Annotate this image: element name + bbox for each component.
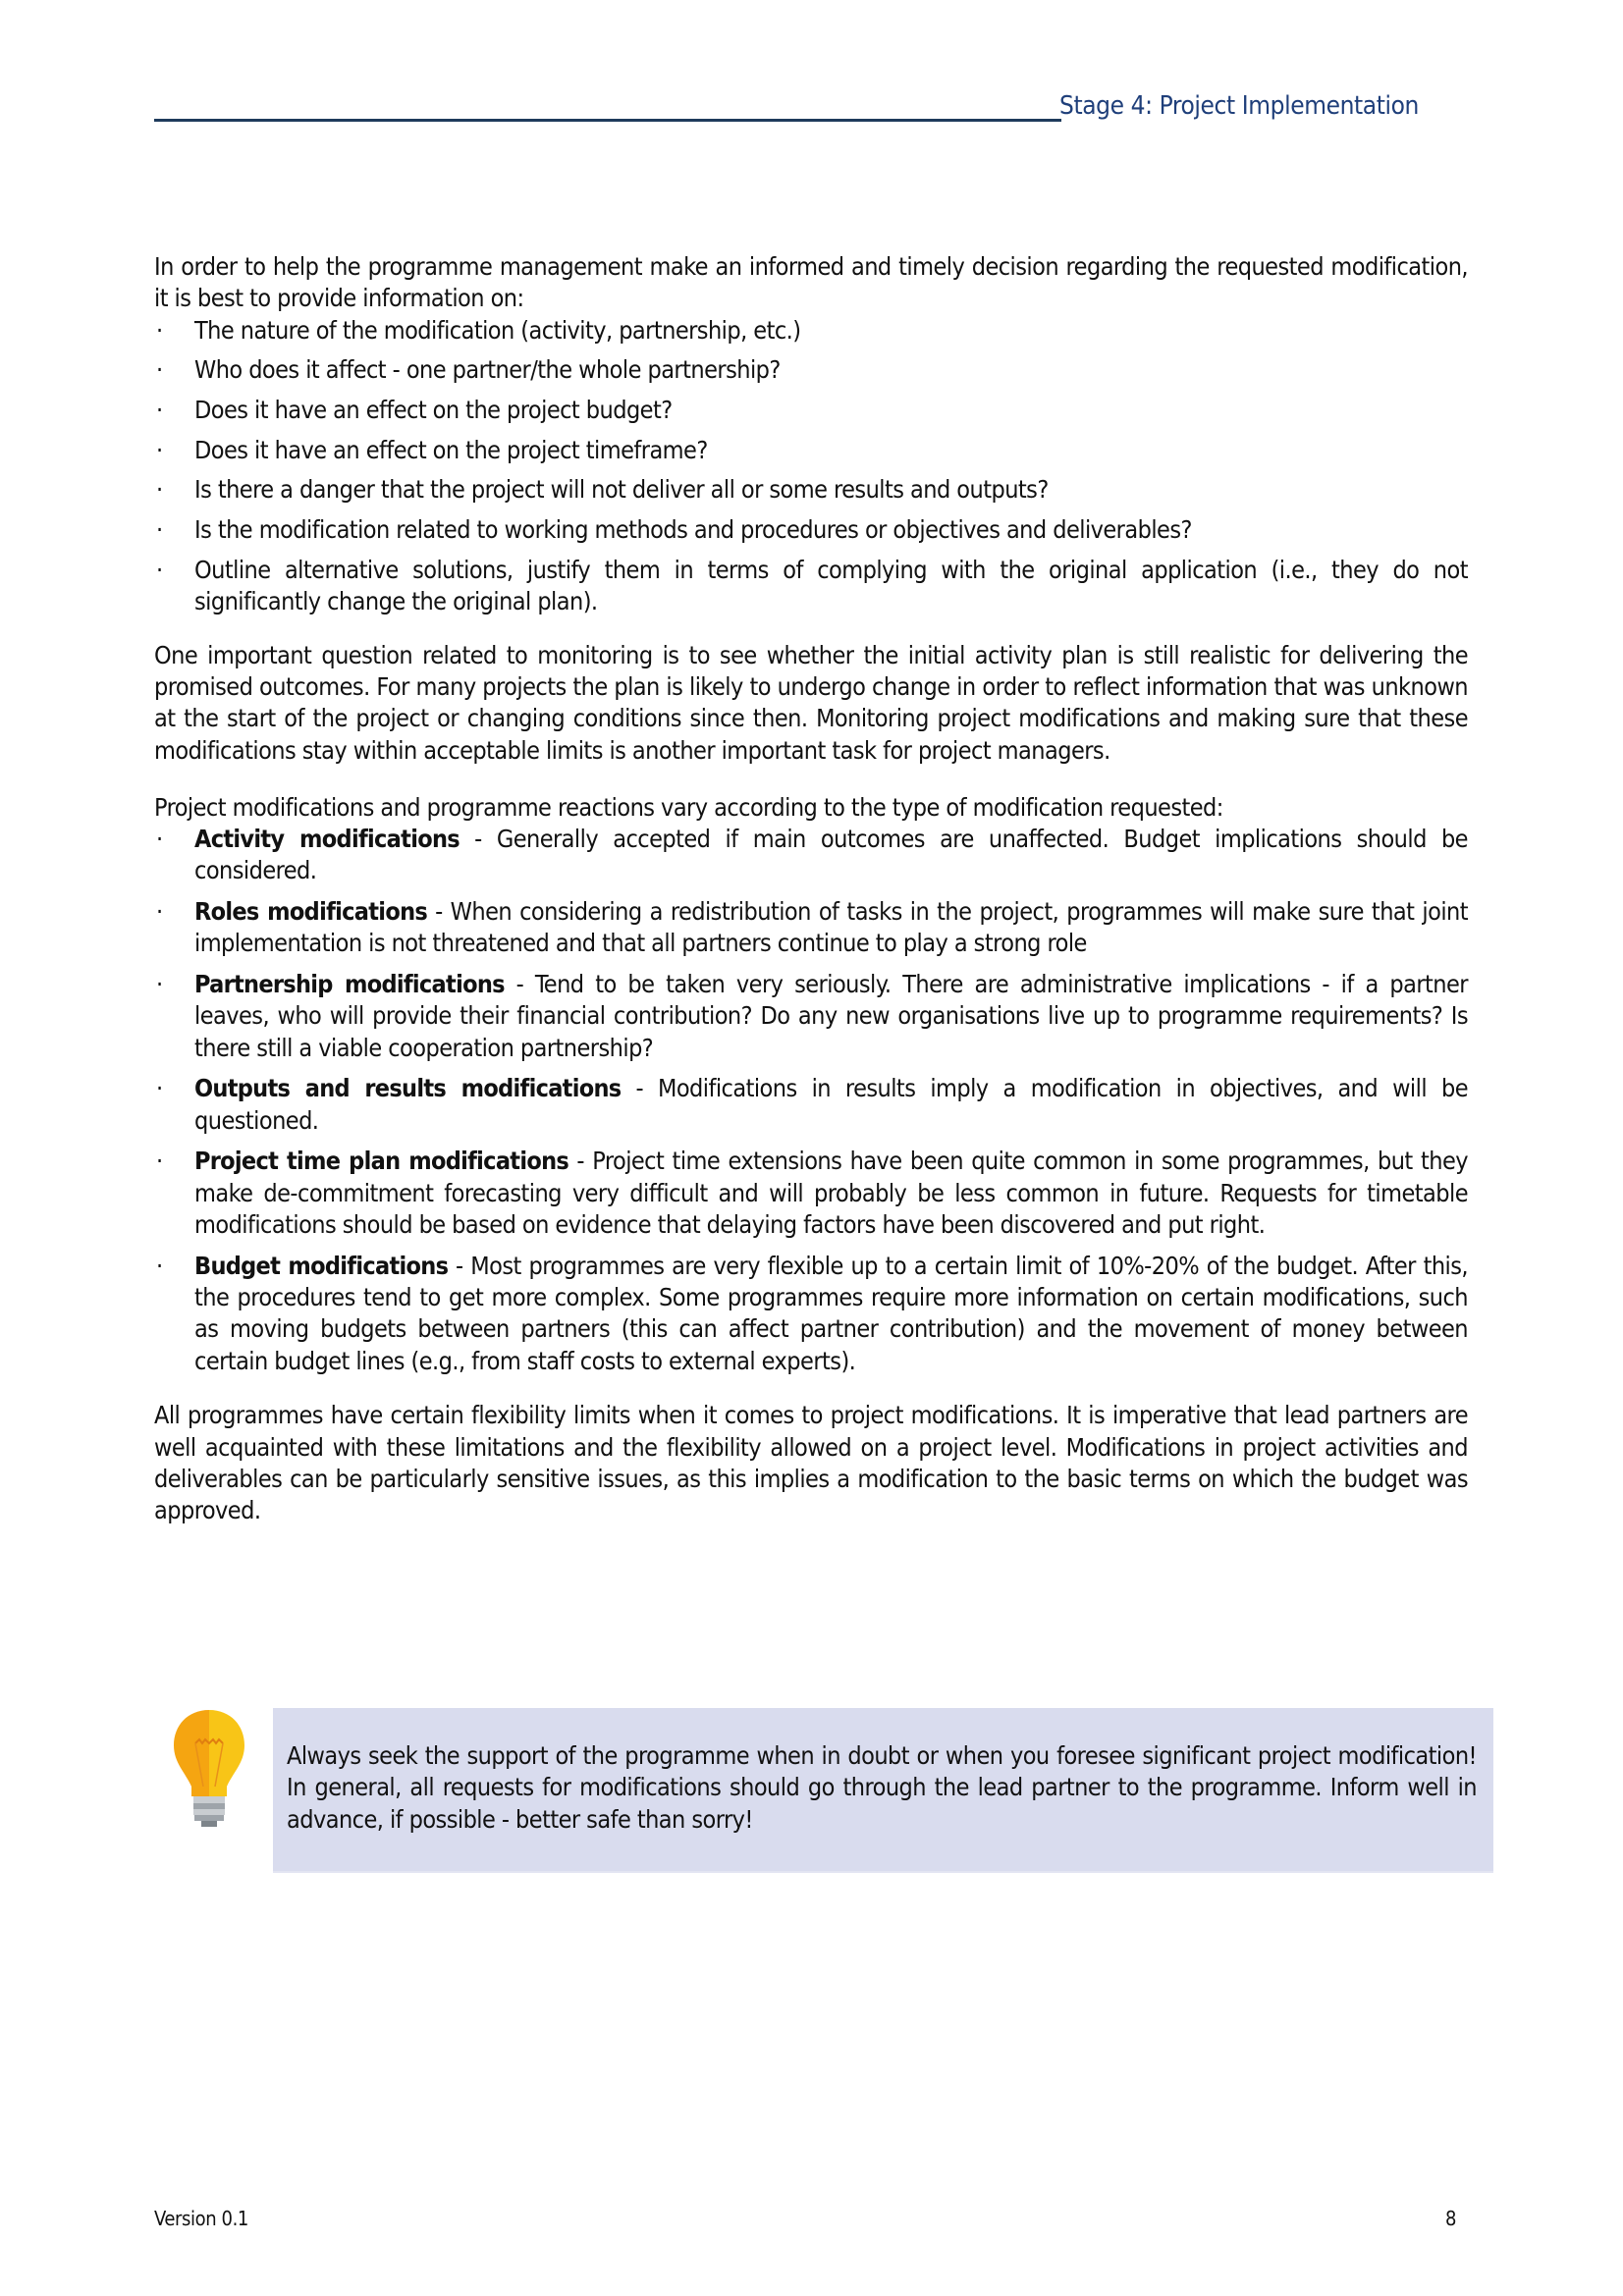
term-label: Activity modifications [194, 825, 460, 854]
term-label: Outputs and results modifications [194, 1074, 622, 1103]
version-label: Version 0.1 [154, 2207, 248, 2230]
bullet-icon: · [156, 315, 163, 345]
info-checklist [154, 315, 1468, 618]
term-label: Roles modifications [194, 897, 428, 927]
list-item-partnership-modifications [154, 969, 1468, 1064]
list-item-time-plan-modifications [154, 1146, 1468, 1241]
term-description: - Generally accepted if main outcomes are unaffected. Budget implications should be considered. [194, 825, 1468, 885]
bullet-icon: · [156, 395, 163, 424]
list-item-budget-modifications [154, 1251, 1468, 1377]
bullet-icon: · [156, 555, 163, 584]
modification-types-intro: Project modifications and programme reactions vary according to the type of modification requested: [154, 792, 1223, 822]
modification-types-list [154, 824, 1468, 1377]
section-title: Stage 4: Project Implementation [1059, 91, 1419, 121]
tip-text: Always seek the support of the programme when in doubt or when you foresee significant project modification! In general, all requests for modifications should go through the lead partner to the programme. Inform well in advance, if possible - better safe than sorry! [287, 1741, 1477, 1834]
bullet-icon: · [156, 1147, 163, 1176]
list-item: · Outline alternative solutions, justify them in terms of complying with the original application (i.e., they do not significantly change the original plan). [156, 555, 1468, 616]
monitoring-paragraph: One important question related to monitoring is to see whether the initial activity plan is still realistic for delivering the promised outcomes. For many projects the plan is likely to undergo change in order to reflect information that was unknown at the start of the project or changing conditions since then. Monitoring project modifications and making sure that these modifications stay within acceptable limits is another important task for project managers. [154, 640, 1468, 765]
page-header [154, 90, 1465, 124]
bullet-icon: · [156, 825, 163, 854]
page-number: 8 [1445, 2207, 1457, 2230]
main-content [154, 251, 1468, 1526]
term-label: Project time plan modifications [194, 1147, 569, 1176]
term-description: - When considering a redistribution of tasks in the project, programmes will make sure that joint implementation is not threatened and that all partners continue to play a strong role [194, 897, 1468, 958]
header-rule [154, 119, 1061, 122]
list-item: · Is there a danger that the project will not deliver all or some results and outputs? [154, 474, 1468, 506]
bullet-icon: · [156, 970, 163, 999]
bullet-icon: · [156, 897, 163, 927]
list-item-activity-modifications [154, 824, 1468, 887]
list-item: · The nature of the modification (activity, partnership, etc.) [154, 315, 1468, 347]
term-description: - Project time extensions have been quite common in some programmes, but they make de-commitment forecasting very difficult and will probably be less common in future. Requests for timetable modifications should be based on evidence that delaying factors have been discovered and put right. [194, 1147, 1468, 1240]
bullet-icon: · [156, 1074, 163, 1103]
list-item-roles-modifications [154, 896, 1468, 960]
bullet-icon: · [156, 1251, 163, 1280]
intro-paragraph: In order to help the programme management make an informed and timely decision regarding the requested modification, it is best to provide information on: [154, 252, 1468, 313]
tip-box [273, 1708, 1493, 1873]
list-item: · Does it have an effect on the project timeframe? [154, 435, 1468, 466]
term-description: - Most programmes are very flexible up to a certain limit of 10%-20% of the budget. After this, the procedures tend to get more complex. Some programmes require more information on certain modifications, such as moving budgets between partners (this can affect partner contribution) and the movement of money between certain budget lines (e.g., from staff costs to external experts). [194, 1251, 1468, 1375]
term-label: Partnership modifications [194, 970, 505, 999]
list-item: · Who does it affect - one partner/the whole partnership? [154, 354, 1468, 386]
tip-callout [154, 1708, 1493, 1873]
bullet-icon: · [156, 515, 163, 545]
list-item: · Is the modification related to working methods and procedures or objectives and deliverables? [154, 514, 1468, 546]
list-item: · Does it have an effect on the project budget? [154, 395, 1468, 426]
term-description: - Tend to be taken very seriously. There are administrative implications - if a partner leaves, who will provide their financial contribution? Do any new organisations live up to programme requirements? Is there still a viable cooperation partnership? [194, 970, 1468, 1062]
flexibility-paragraph: All programmes have certain flexibility limits when it comes to project modifications. It is imperative that lead partners are well acquainted with these limitations and the flexibility allowed on a project level. Modifications in project activities and deliverables can be particularly sensitive issues, as this implies a modification to the basic terms on which the budget was approved. [154, 1401, 1468, 1525]
bullet-icon: · [156, 355, 163, 385]
term-label: Budget modifications [194, 1251, 449, 1280]
bullet-icon: · [156, 475, 163, 505]
lightbulb-icon [168, 1708, 250, 1834]
bullet-icon: · [156, 435, 163, 464]
list-item-outputs-results-modifications [154, 1073, 1468, 1137]
term-description: - Modifications in results imply a modification in objectives, and will be questioned. [194, 1074, 1468, 1135]
